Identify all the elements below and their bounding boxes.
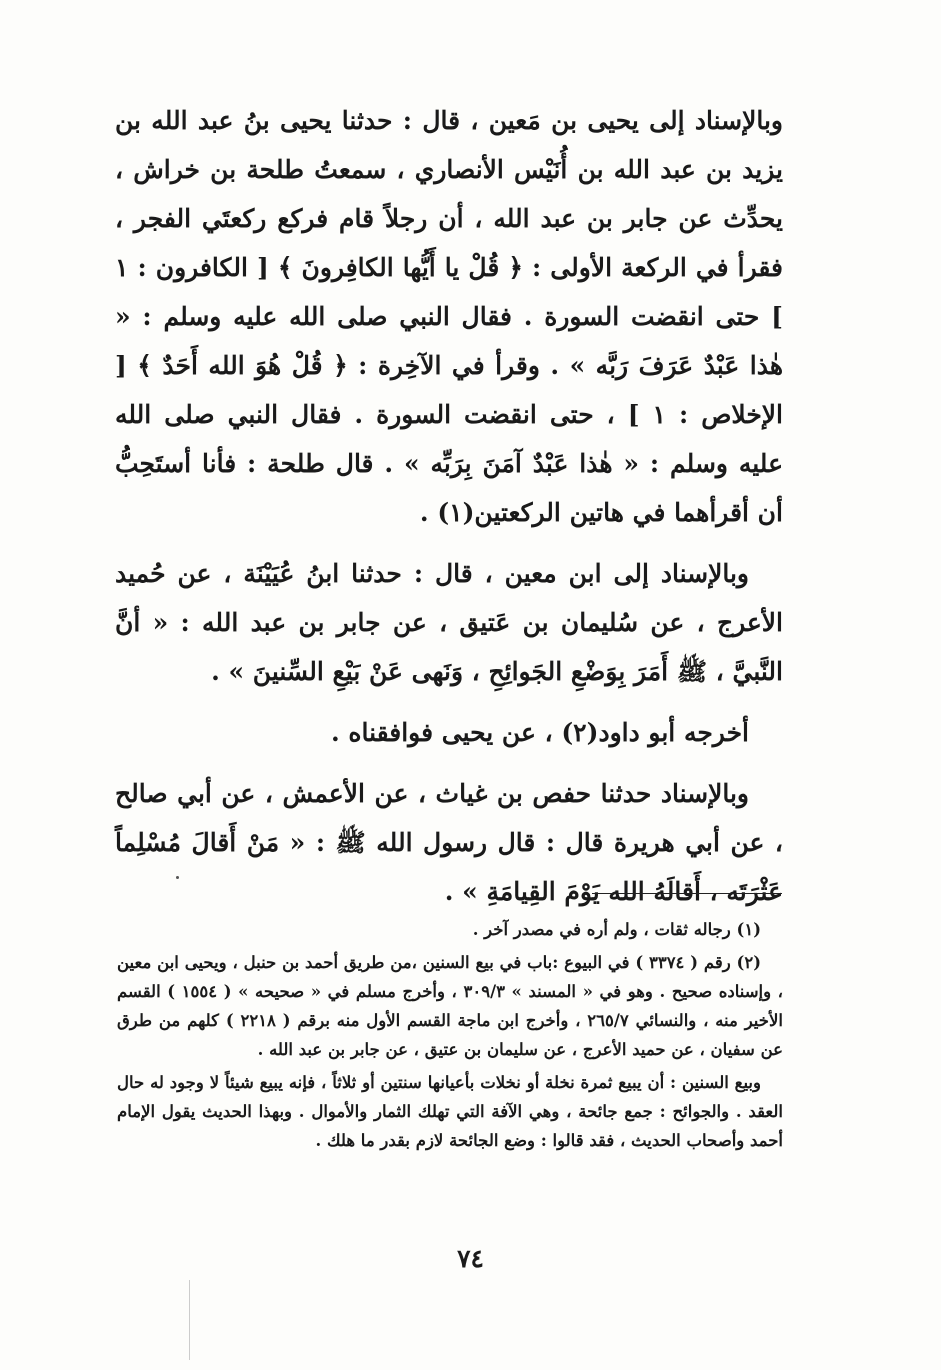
footnote-3: وبيع السنين : أن يبيع ثمرة نخلة أو نخلات بأعيانها سنتين أو ثلاثاً ، فإنه يبيع شيئاً لا وجود له حال العقد . والجوائح : جمع جائحة ، وهي الآفة التي تهلك الثمار والأموال . وبهذا الحديث يقول الإمام أحمد وأصحاب الحديث ، فقد قالوا : وضع الجائحة لازم بقدر ما هلك . — [117, 1073, 783, 1150]
paragraph-1: وبالإسناد إلى يحيى بن مَعين ، قال : حدثنا يحيى بنُ عبد الله بن يزيد بن عبد الله بن أُنَيْس الأنصاري ، سمعتُ طلحة بن خراش ، يحدِّث عن جابر بن عبد الله ، أن رجلاً قام فركع ركعتَي الفجر ، فقرأ في الركعة الأولى : ﴿ قُلْ يا أَيُّها الكافِرونَ ﴾ [ الكافرون : ١ ] حتى انقضت السورة . فقال النبي صلى الله عليه وسلم : « هٰذا عَبْدٌ عَرَفَ رَبَّه » . وقرأ في الآخِرة : ﴿ قُلْ هُوَ الله أَحَدٌ ﴾ [ الإخلاص : ١ ] ، حتى انقضت السورة . فقال النبي صلى الله عليه وسلم : « هٰذا عَبْدٌ آمَنَ بِرَبِّه » . قال طلحة : فأنا أستَحِبُّ أن أقرأهما في هاتين الركعتين(١) . — [115, 106, 783, 527]
scan-artifact-line — [189, 1280, 190, 1360]
paragraph-3: أخرجه أبو داود(٢) ، عن يحيى فوافقناه . — [330, 718, 749, 747]
main-text — [115, 96, 783, 928]
page-number: ٧٤ — [457, 1244, 484, 1273]
scan-speck — [176, 876, 179, 879]
footnote-1: (١) رجاله ثقات ، ولم أره في مصدر آخر . — [472, 920, 761, 939]
footnote-separator — [592, 893, 782, 894]
footnote-2: (٢) رقم ( ٣٣٧٤ ) في البيوع :باب في بيع السنين ،من طريق أحمد بن حنبل ، ويحيى ابن معين ، وإسناده صحيح . وهو في « المسند » ٣٠٩/٣ ، وأخرج مسلم في « صحيحه » ( ١٥٥٤ ) القسم الأخير منه ، والنسائي ٢٦٥/٧ ، وأخرج ابن ماجة القسم الأول منه برقم ( ٢٢١٨ ) كلهم من طرق عن سفيان ، عن حميد الأعرج ، عن سليمان بن عتيق ، عن جابر بن عبد الله . — [117, 953, 783, 1059]
paragraph-2: وبالإسناد إلى ابن معين ، قال : حدثنا ابنُ عُيَيْنَة ، عن حُميد الأعرج ، عن سُليمان بن عَتيق ، عن جابر بن عبد الله : « أنَّ النَّبيَّ ، ﷺ أَمَرَ بِوَضْعِ الجَوائِحِ ، وَنَهى عَنْ بَيْعِ السِّنينَ » . — [115, 559, 783, 686]
paragraph-4: وبالإسناد حدثنا حفص بن غياث ، عن الأعمش ، عن أبي صالح ، عن أبي هريرة قال : قال رسول الله ﷺ : « مَنْ أَقالَ مُسْلِماً عَثْرَتَه ، أَقالَهُ الله يَوْمَ القِيامَةِ » . — [115, 779, 783, 906]
footnotes — [117, 915, 783, 1159]
